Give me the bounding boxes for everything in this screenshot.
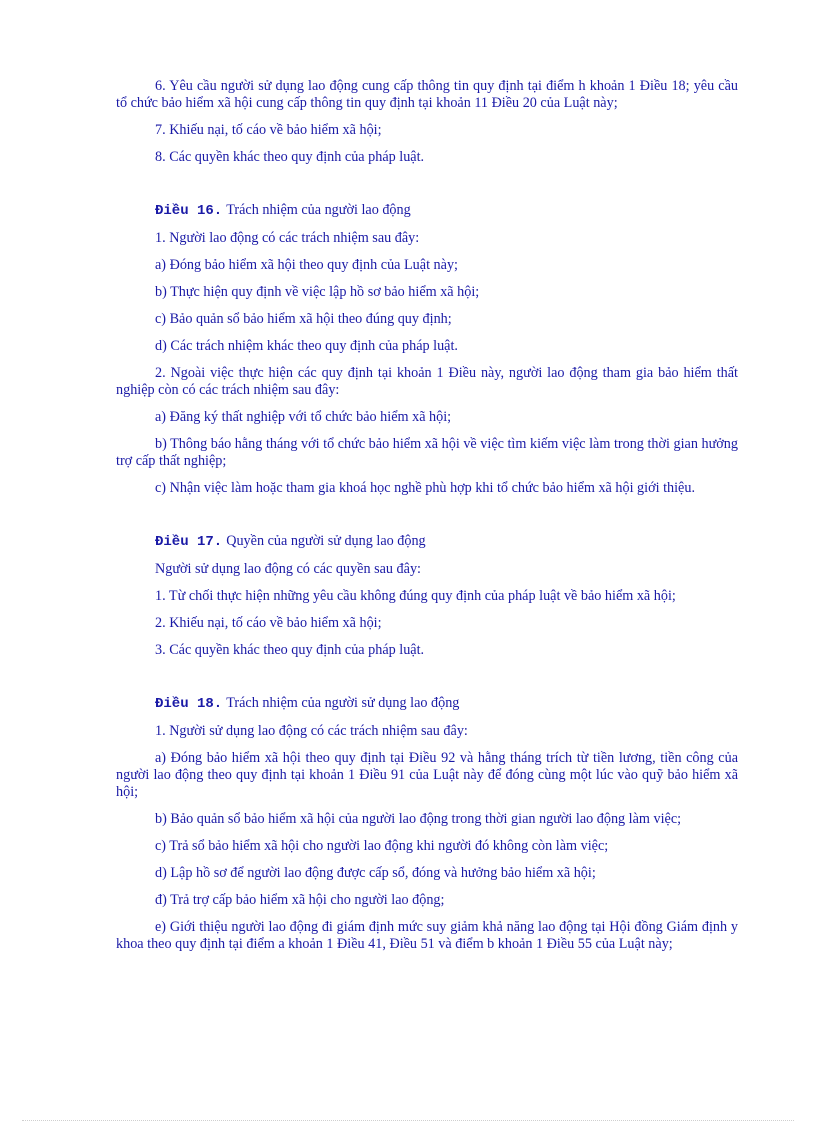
article-title: Trách nhiệm của người lao động bbox=[226, 202, 411, 218]
article-number: Điều 18. bbox=[155, 696, 223, 712]
paragraph: 1. Người lao động có các trách nhiệm sau đây: bbox=[155, 230, 420, 246]
paragraph: a) Đăng ký thất nghiệp với tổ chức bảo hiểm xã hội; bbox=[155, 409, 452, 425]
paragraph: d) Lập hồ sơ để người lao động được cấp sổ, đóng và hưởng bảo hiểm xã hội; bbox=[155, 865, 596, 881]
paragraph: e) Giới thiệu người lao động đi giám định mức suy giảm khả năng lao động tại Hội đồng Giám định y khoa theo quy định tại điểm a khoản 1 Điều 41, Điều 51 và điểm b khoản 1 Điều 55 của Luật này; bbox=[116, 919, 738, 952]
paragraph: d) Các trách nhiệm khác theo quy định của pháp luật. bbox=[155, 338, 458, 354]
page-bottom-divider bbox=[22, 1120, 794, 1121]
paragraph: b) Bảo quản sổ bảo hiểm xã hội của người lao động trong thời gian người lao động làm việc; bbox=[155, 811, 682, 827]
paragraph: 2. Ngoài việc thực hiện các quy định tại khoản 1 Điều này, người lao động tham gia bảo hiểm thất nghiệp còn có các trách nhiệm sau đây: bbox=[116, 365, 738, 398]
article-number: Điều 17. bbox=[155, 534, 223, 550]
paragraph: a) Đóng bảo hiểm xã hội theo quy định tại Điều 92 và hằng tháng trích từ tiền lương, tiền công của người lao động theo quy định tại khoản 1 Điều 91 của Luật này để đóng cùng một lúc vào quỹ bảo hiểm xã hội; bbox=[116, 750, 738, 800]
paragraph: 6. Yêu cầu người sử dụng lao động cung cấp thông tin quy định tại điểm h khoản 1 Điều 18; yêu cầu tổ chức bảo hiểm xã hội cung cấp thông tin quy định tại khoản 11 Điều 20 của Luật này; bbox=[116, 78, 738, 111]
article-heading bbox=[116, 202, 738, 220]
article-title: Trách nhiệm của người sử dụng lao động bbox=[226, 695, 460, 711]
article-number: Điều 16. bbox=[155, 203, 223, 219]
paragraph: Người sử dụng lao động có các quyền sau đây: bbox=[155, 561, 421, 577]
article-title: Quyền của người sử dụng lao động bbox=[226, 533, 426, 549]
paragraph: b) Thực hiện quy định về việc lập hồ sơ bảo hiểm xã hội; bbox=[155, 284, 480, 300]
paragraph: 2. Khiếu nại, tố cáo về bảo hiểm xã hội; bbox=[155, 615, 382, 631]
paragraph: đ) Trả trợ cấp bảo hiểm xã hội cho người lao động; bbox=[155, 892, 445, 908]
document-body bbox=[116, 78, 738, 963]
article-heading bbox=[116, 533, 738, 551]
paragraph: 8. Các quyền khác theo quy định của pháp luật. bbox=[155, 149, 425, 165]
paragraph: 3. Các quyền khác theo quy định của pháp luật. bbox=[155, 642, 425, 658]
paragraph: c) Bảo quản sổ bảo hiểm xã hội theo đúng quy định; bbox=[155, 311, 452, 327]
paragraph: 7. Khiếu nại, tố cáo về bảo hiểm xã hội; bbox=[155, 122, 382, 138]
paragraph: a) Đóng bảo hiểm xã hội theo quy định của Luật này; bbox=[155, 257, 458, 273]
paragraph: c) Nhận việc làm hoặc tham gia khoá học nghề phù hợp khi tổ chức bảo hiểm xã hội giới thiệu. bbox=[155, 480, 695, 496]
paragraph: 1. Người sử dụng lao động có các trách nhiệm sau đây: bbox=[155, 723, 468, 739]
paragraph: 1. Từ chối thực hiện những yêu cầu không đúng quy định của pháp luật về bảo hiểm xã hội; bbox=[155, 588, 676, 604]
paragraph: c) Trả sổ bảo hiểm xã hội cho người lao động khi người đó không còn làm việc; bbox=[155, 838, 609, 854]
paragraph: b) Thông báo hằng tháng với tổ chức bảo hiểm xã hội về việc tìm kiếm việc làm trong thời gian hưởng trợ cấp thất nghiệp; bbox=[116, 436, 738, 469]
article-heading bbox=[116, 695, 738, 713]
